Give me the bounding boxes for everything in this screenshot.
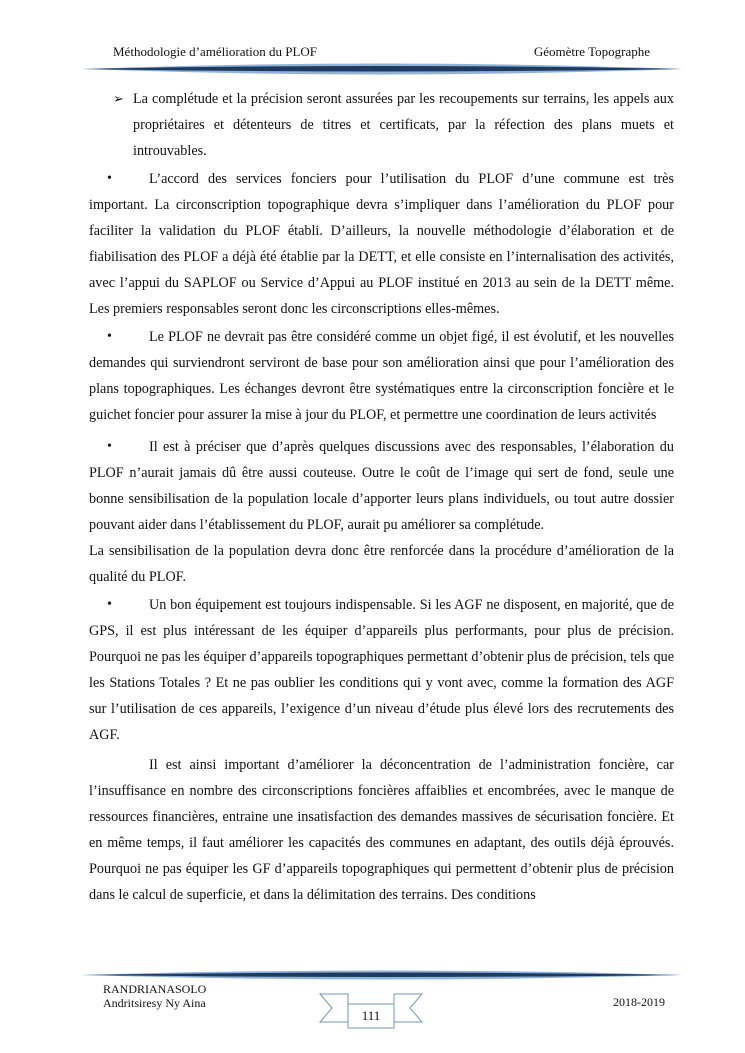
bullet-paragraph-3 (89, 434, 674, 538)
footer-academic-year: 2018-2019 (613, 995, 665, 1009)
footer-divider (82, 968, 682, 982)
header-document-title: Méthodologie d’amélioration du PLOF (113, 44, 318, 59)
bullet-text-3: Il est à préciser que d’après quelques discussions avec des responsables, l’élaboration du PLOF n’aurait jamais dû être aussi couteuse. Outre le coût de l’image qui sert de fond, seule une bonne sensibilisation de la population locale d’apporter leurs plans individuels, ou tout autre dossier pouvant aider dans l’établissement du PLOF, aurait pu améliorer sa complétude. (89, 439, 674, 533)
plain-paragraph: La sensibilisation de la population devra donc être renforcée dans la procédure d’amélioration de la qualité du PLOF. (89, 543, 674, 585)
bullet-text-1: L’accord des services fonciers pour l’utilisation du PLOF d’une commune est très important. La circonscription topographique devra s’impliquer dans l’amélioration du PLOF pour faciliter la validation du PLOF établi. D’ailleurs, la nouvelle méthodologie d’élaboration et de fiabilisation des PLOF a déjà été établie par la DETT, et elle consiste en l’internalisation des activités, avec l’appui du SAPLOF ou Service d’Appui au PLOF institué en 2013 au sein de la DETT même. Les premiers responsables seront donc les circonscriptions elles-mêmes. (89, 171, 674, 317)
bullet-icon: • (107, 597, 112, 612)
bullet-text-4: Un bon équipement est toujours indispensable. Si les AGF ne disposent, en majorité, que de GPS, il est plus intéressant de les équiper d’appareils plus performants, pour plus de précision. Pourquoi ne pas les équiper d’appareils topographiques permettant d’obtenir plus de précision, tels que les Stations Totales ? Et ne pas oublier les conditions qui y vont avec, comme la formation des AGF sur l’utilisation de ces appareils, l’exigence d’un niveau d’étude plus élevé lors des recrutements des AGF. (89, 597, 674, 743)
page-number: 111 (361, 1008, 381, 1023)
arrow-bullet-icon: ➢ (113, 91, 124, 106)
bullet-paragraph-2 (89, 324, 674, 428)
final-paragraph: Il est ainsi important d’améliorer la déconcentration de l’administration foncière, car l’insuffisance en nombre des circonscriptions foncières affaiblies et encombrées, avec le manque de ressources financières, entraine une insatisfaction des demandes massives de sécurisation foncière. Et en même temps, il faut améliorer les capacités des communes en adaptant, des outils déjà éprouvés. Pourquoi ne pas équiper les GF d’appareils topographiques qui permettent d’obtenir plus de précision dans le calcul de superficie, et dans la délimitation des terrains. Des conditions (89, 757, 674, 903)
bullet-icon: • (107, 171, 112, 186)
bullet-icon: • (107, 329, 112, 344)
page-body (89, 86, 674, 908)
bullet-text-2: Le PLOF ne devrait pas être considéré comme un objet figé, il est évolutif, et les nouvelles demandes qui surviendront serviront de base pour son amélioration ainsi que pour l’amélioration des plans topographiques. Les échanges devront être systématiques entre la circonscription foncière et le guichet foncier pour assurer la mise à jour du PLOF, et permettre une coordination de leurs activités (89, 329, 674, 423)
arrow-list-item (89, 86, 674, 164)
footer-author (103, 982, 206, 1010)
header-author-role: Géomètre Topographe (533, 44, 650, 59)
footer-author-given-names: Andritsiresy Ny Aina (103, 996, 206, 1010)
footer-author-surname: RANDRIANASOLO (103, 982, 207, 996)
header-divider (82, 60, 682, 78)
arrow-item-text: La complétude et la précision seront assurées par les recoupements sur terrains, les appels aux propriétaires et détenteurs de titres et certificats, par la réfection des plans muets et introuvables. (133, 91, 674, 159)
bullet-paragraph-4 (89, 592, 674, 748)
bullet-icon: • (107, 439, 112, 454)
bullet-paragraph-1 (89, 166, 674, 322)
